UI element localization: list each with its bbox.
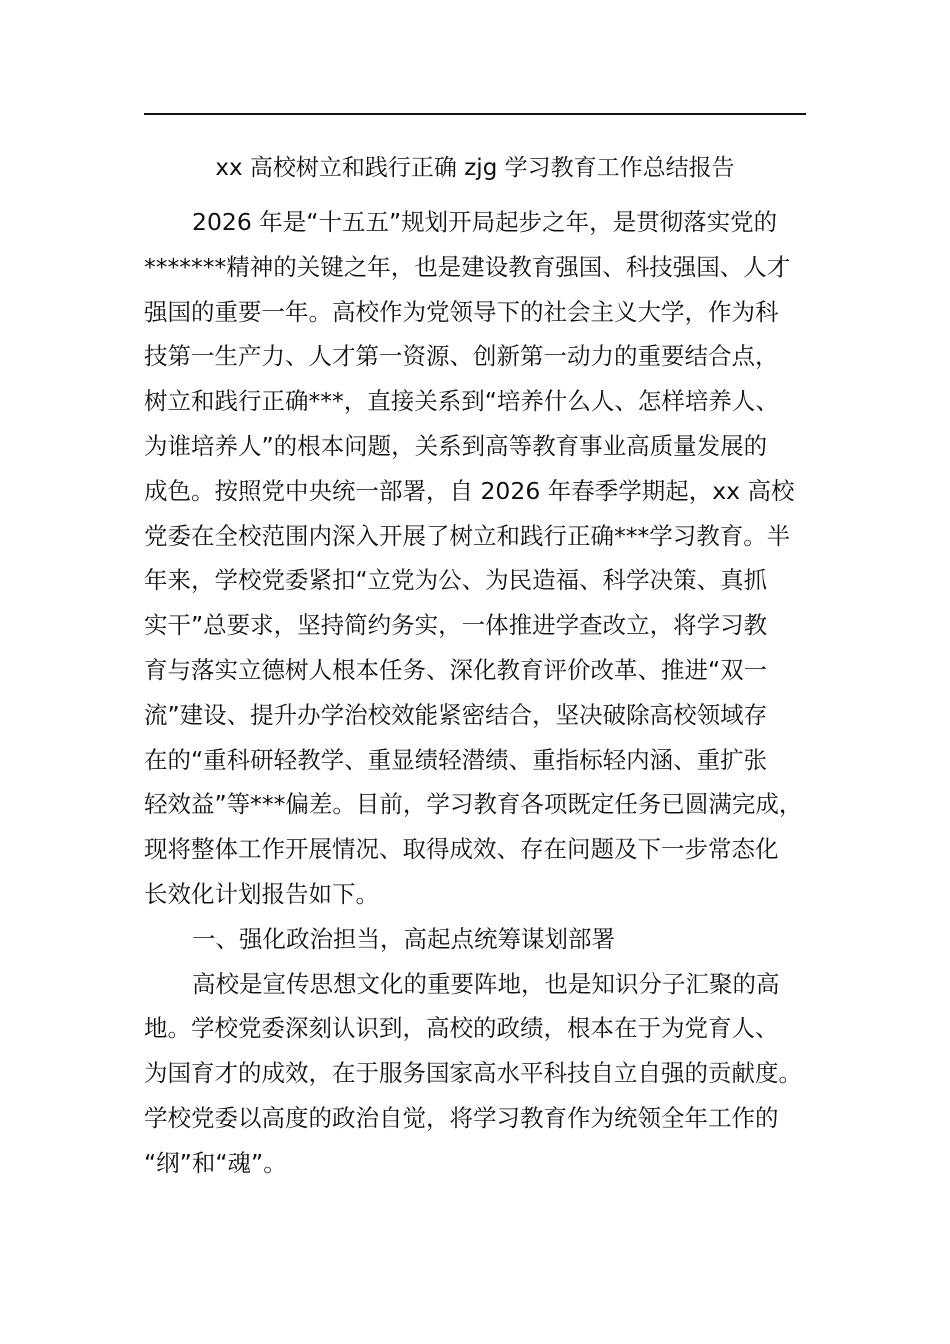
section-heading: 一、强化政治担当，高起点统筹谋划部署 bbox=[192, 924, 615, 953]
paragraph-line: *******精神的关键之年，也是建设教育强国、科技强国、人才 bbox=[144, 252, 791, 281]
paragraph-line: 流”建设、提升办学治校效能紧密结合，坚决破除高校领域存 bbox=[144, 700, 768, 729]
paragraph-line: 学校党委以高度的政治自觉，将学习教育作为统领全年工作的 bbox=[144, 1103, 779, 1132]
paragraph-line: 党委在全校范围内深入开展了树立和践行正确***学习教育。半 bbox=[144, 521, 791, 550]
paragraph-line: 强国的重要一年。高校作为党领导下的社会主义大学，作为科 bbox=[144, 297, 779, 326]
paragraph-line: 为谁培养人”的根本问题，关系到高等教育事业高质量发展的 bbox=[144, 431, 768, 460]
paragraph-line: 地。学校党委深刻认识到，高校的政绩，根本在于为党育人、 bbox=[144, 1014, 779, 1043]
paragraph-line: 实干”总要求，坚持简约务实，一体推进学查改立，将学习教 bbox=[144, 611, 768, 640]
paragraph-line: 树立和践行正确***，直接关系到“培养什么人、怎样培养人、 bbox=[144, 387, 779, 416]
paragraph-line: 成色。按照党中央统一部署，自 2026 年春季学期起，xx 高校 bbox=[144, 476, 795, 505]
paragraph-line: 年来，学校党委紧扣“立党为公、为民造福、科学决策、真抓 bbox=[144, 566, 768, 595]
paragraph-line: 轻效益”等***偏差。目前，学习教育各项既定任务已圆满完成， bbox=[144, 790, 803, 819]
paragraph-line: “纲”和“魂”。 bbox=[144, 1148, 287, 1177]
paragraph-line: 长效化计划报告如下。 bbox=[144, 879, 379, 908]
paragraph-line: 现将整体工作开展情况、取得成效、存在问题及下一步常态化 bbox=[144, 835, 779, 864]
paragraph-line: 技第一生产力、人才第一资源、创新第一动力的重要结合点， bbox=[144, 342, 779, 371]
paragraph-line: 高校是宣传思想文化的重要阵地，也是知识分子汇聚的高 bbox=[192, 969, 780, 998]
header-rule bbox=[144, 113, 806, 115]
paragraph-line: 为国育才的成效，在于服务国家高水平科技自立自强的贡献度。 bbox=[144, 1059, 802, 1088]
document-title: xx 高校树立和践行正确 zjg 学习教育工作总结报告 bbox=[215, 155, 735, 181]
document-body bbox=[144, 200, 806, 1186]
paragraph-line: 育与落实立德树人根本任务、深化教育评价改革、推进“双一 bbox=[144, 655, 768, 684]
paragraph-line: 在的“重科研轻教学、重显绩轻潜绩、重指标轻内涵、重扩张 bbox=[144, 745, 768, 774]
paragraph-line: 2026 年是“十五五”规划开局起步之年，是贯彻落实党的 bbox=[192, 208, 778, 236]
